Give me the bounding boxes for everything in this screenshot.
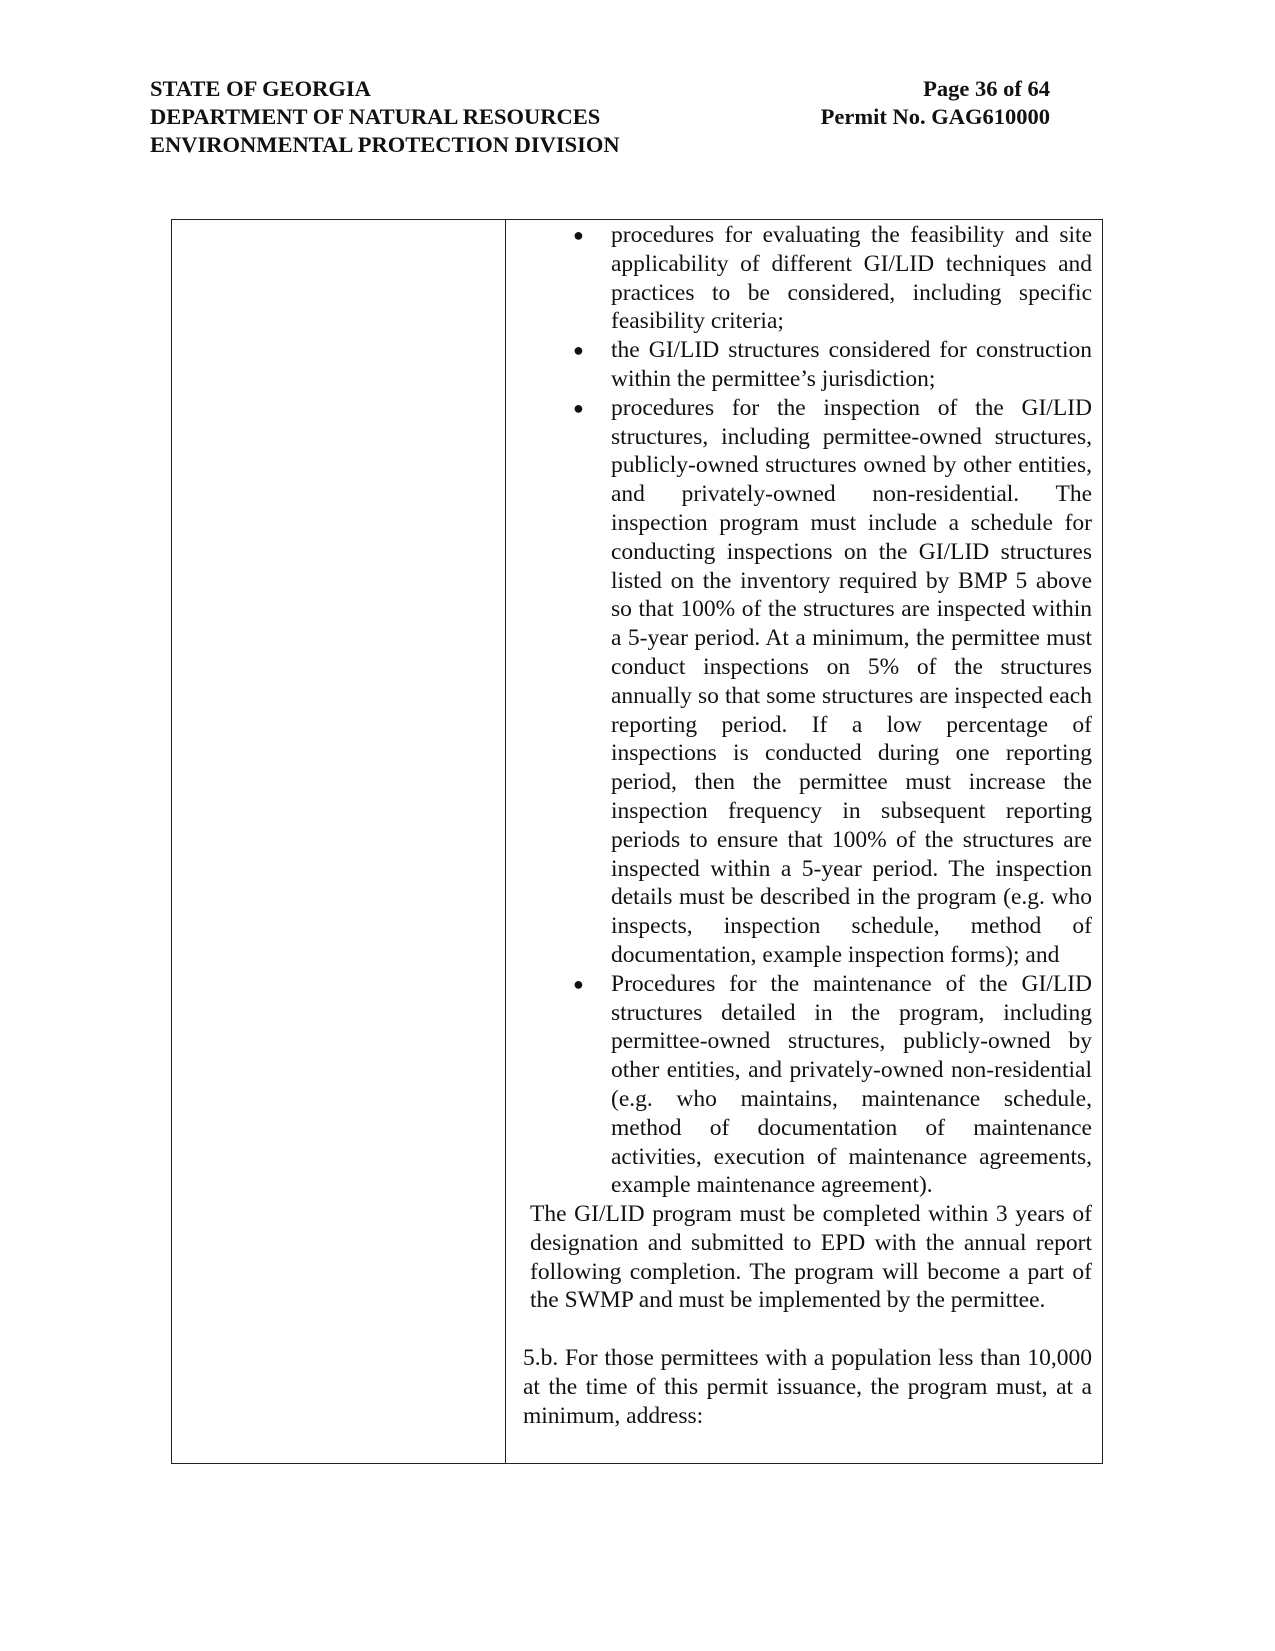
- state-name: STATE OF GEORGIA: [150, 76, 371, 101]
- page-number: Page 36 of 64: [923, 76, 1050, 101]
- paragraph-spacer: [523, 1315, 1092, 1344]
- list-item: [573, 221, 1092, 336]
- permit-number: Permit No. GAG610000: [820, 104, 1050, 129]
- division-name: ENVIRONMENTAL PROTECTION DIVISION: [150, 132, 620, 157]
- bullet-icon: ●: [573, 225, 584, 245]
- list-item: [573, 970, 1092, 1200]
- agency-heading: [150, 75, 770, 159]
- table-left-cell: [172, 220, 506, 1463]
- bullet-icon: ●: [573, 340, 584, 361]
- bullet-icon: ●: [573, 973, 584, 994]
- list-item-text: Procedures for the maintenance of the GI/LID structures detailed in the program, including permittee-owned structures, publicly-owned by other entities, and privately-owned non-residential (e.g. who maintains, maintenance schedule, method of documentation of maintenance activities, execution of maintenance agreements, example maintenance agreement).: [611, 970, 1092, 1199]
- section-5b-paragraph: 5.b. For those permittees with a population less than 10,000 at the time of this permit issuance, the program must, at a minimum, address:: [523, 1345, 1092, 1429]
- list-item-text: procedures for evaluating the feasibility and site applicability of different GI/LID techniques and practices to be considered, including specific feasibility criteria;: [611, 222, 1092, 335]
- list-item: [573, 336, 1092, 394]
- table-right-cell: [506, 220, 1102, 1463]
- list-item-text: procedures for the inspection of the GI/LID structures, including permittee-owned structures, publicly-owned structures owned by other entities, and privately-owned non-residential. The inspection program must include a schedule for conducting inspections on the GI/LID structures listed on the inventory required by BMP 5 above so that 100% of the structures are inspected within a 5-year period. At a minimum, the permittee must conduct inspections on 5% of the structures annually so that some structures are inspected each reporting period. If a low percentage of inspections is conducted during one reporting period, then the permittee must increase the inspection frequency in subsequent reporting periods to ensure that 100% of the structures are inspected within a 5-year period. The inspection details must be described in the program (e.g. who inspects, inspection schedule, method of documentation, example inspection forms); and: [611, 394, 1092, 968]
- bullet-icon: ●: [573, 397, 584, 418]
- list-item: [573, 394, 1092, 970]
- permit-info: [790, 75, 1050, 131]
- list-item-text: the GI/LID structures considered for construction within the permittee’s jurisdiction;: [611, 337, 1092, 392]
- program-completion-paragraph: The GI/LID program must be completed within 3 years of designation and submitted to EPD with the annual report following completion. The program will become a part of the SWMP and must be implemented by the permittee.: [530, 1201, 1092, 1314]
- gi-lid-bullet-list: [523, 221, 1092, 1200]
- requirements-table: [171, 219, 1103, 1464]
- department-name: DEPARTMENT OF NATURAL RESOURCES: [150, 104, 601, 129]
